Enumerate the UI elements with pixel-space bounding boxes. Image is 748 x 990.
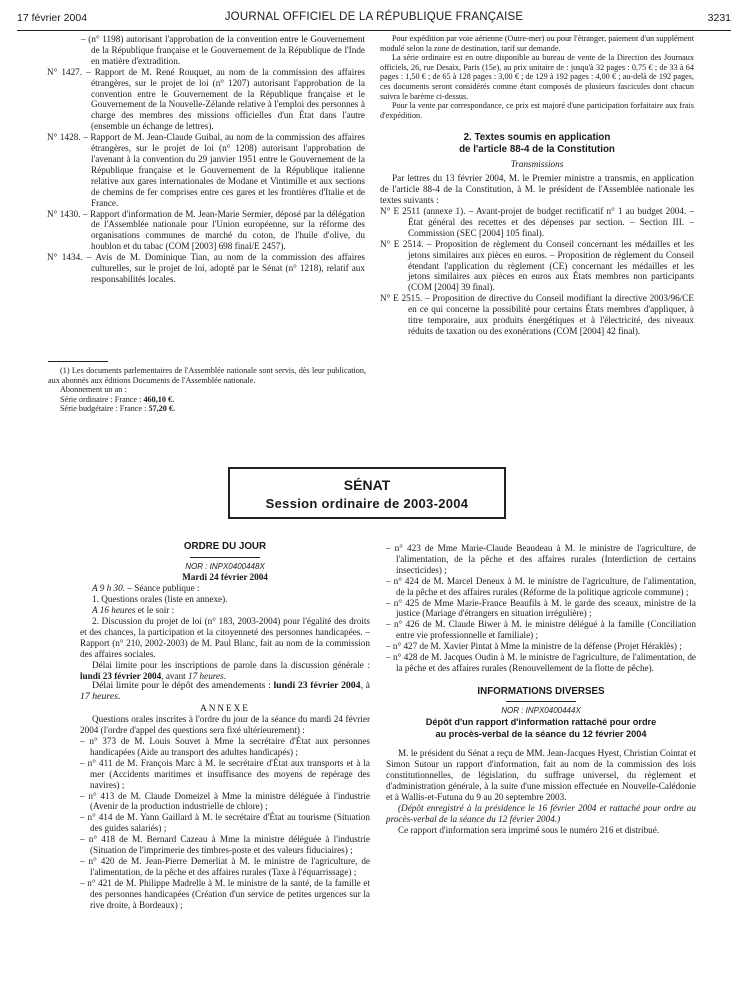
questions-list-left [80, 736, 370, 911]
serie-ordinaire-price: 460,10 €. [143, 394, 175, 404]
ordre-du-jour-title: ORDRE DU JOUR [183, 541, 267, 552]
text-e2514: N° E 2514. – Proposition de règlement du Conseil concernant les médailles et les jetons similaires aux pièces en euros. – Proposition de règlement du Conseil étendant l'application du règlement (CE) concernant les médailles et les jetons similaires aux pièces en euros aux États membres non participants (COM [2004] 39 final). [380, 238, 694, 293]
paragraph-1427: N° 1427. – Rapport de M. René Rouquet, au nom de la commission des affaires étrangères, sur le projet de loi (n° 1207) autorisant l'approbation de la convention entre le Gouvernement de la République française et le Gouvernement de la Nouvelle-Zélande relative à l'emploi des personnes à charge des membres des missions officielles d'un État dans l'autre (ensemble un échange de lettres). [47, 66, 365, 132]
afternoon-label: et le soir : [135, 605, 175, 616]
delai-inscriptions [80, 660, 370, 682]
serie-ordinaire [48, 395, 366, 405]
paragraph-1428: N° 1428. – Rapport de M. Jean-Claude Guibal, au nom de la commission des affaires étrangères, sur le projet de loi (n° 1208) autorisant l'approbation de l'avenant à la convention du 29 janvier 1951 entre le Gouvernement de la République française et le Gouvernement de la République italienne relative aux gares internationales de Modane et Vintimille et aux sections de chemins de fer comprises entre ces gares et les frontières d'Italie et de France. [47, 132, 365, 208]
paragraph-1198: – (n° 1198) autorisant l'approbation de la convention entre le Gouvernement de la République française et le Gouvernement de la République de l'Inde en matière d'extradition. [81, 34, 365, 66]
delai-amendements-text: Délai limite pour le dépôt des amendements : [92, 680, 274, 692]
depot-title-line-2: au procès-verbal de la séance du 12 février 2004 [435, 728, 647, 739]
delai-inscriptions-end: . [223, 670, 226, 681]
question-item: – n° 421 de M. Philippe Madrelle à M. le ministre de la santé, de la famille et des personnes handicapées (Création d'un service de petites urgences sur la rive droite, à Bordeaux) ; [80, 877, 370, 910]
expedition-paragraph: Pour expédition par voie aérienne (Outre-mer) ou pour l'étranger, paiement d'un supplément modulé selon la zone de destination, tarif sur demande. [380, 34, 694, 53]
senat-session: Session ordinaire de 2003-2004 [265, 496, 469, 511]
transmissions-intro: Par lettres du 13 février 2004, M. le Premier ministre a transmis, en application de l'article 88-4 de la Constitution, à M. le président de l'Assemblée nationale les textes suivants : [380, 173, 694, 206]
serie-budgetaire-label: Série budgétaire : France : [60, 404, 147, 414]
senat-banner [228, 467, 506, 519]
annexe-intro: Questions orales inscrites à l'ordre du jour de la séance du mardi 24 février 2004 (l'ordre d'appel des questions sera fixé ultérieurement) : [80, 714, 370, 736]
agenda-item-2: 2. Discussion du projet de loi (n° 183, 2003-2004) pour l'égalité des droits et des chances, la participation et la citoyenneté des personnes handicapées. – Rapport (n° 210, 2002-2003) de M. Paul Blanc, fait au nom de la commission des affaires sociales. [80, 616, 370, 659]
question-item: – n° 413 de M. Claude Domeizel à Mme la ministre déléguée à l'industrie (Avenir de la production industrielle de chlore) ; [80, 790, 370, 812]
annexe-heading: ANNEXE [200, 703, 250, 714]
question-item: – n° 418 de M. Bernard Cazeau à Mme la ministre déléguée à l'industrie (Situation de l'imprimerie des timbres-poste et des valeurs fiduciaires) ; [80, 834, 370, 856]
delai-amendements-time: 17 heures [80, 691, 119, 703]
delai-amendements-date: lundi 23 février 2004 [273, 680, 361, 692]
lower-right-column [386, 543, 696, 836]
question-item: – n° 426 de M. Claude Biwer à M. le ministre délégué à la famille (Conciliation entre vie professionnelle et familiale) ; [386, 619, 696, 641]
delai-inscriptions-date: lundi 23 février 2004 [80, 670, 162, 681]
header-rule [17, 30, 731, 31]
seance-morning [80, 583, 370, 594]
delai-inscriptions-text: Délai limite pour les inscriptions de parole dans la discussion générale : [92, 659, 370, 670]
info-title-rule [506, 701, 576, 702]
question-item: – n° 425 de Mme Marie-France Beaufils à M. le garde des sceaux, ministre de la justice (Mariage d'étrangers en situation irrégulière) ; [386, 597, 696, 619]
paragraph-1430: N° 1430. – Rapport d'information de M. Jean-Marie Sermier, déposé par la délégation de l'Assemblée nationale pour l'Union européenne, sur la réforme des organisations communes de marché du coton, de l'huile d'olive, du houblon et du tabac (COM [2003] 698 final/E 2457). [47, 208, 365, 252]
informations-diverses-title: INFORMATIONS DIVERSES [477, 685, 605, 697]
depot-title-line-1: Dépôt d'un rapport d'information rattaché pour ordre [425, 717, 657, 728]
serie-budgetaire-price: 57,20 €. [148, 404, 176, 414]
title-rule [190, 557, 260, 558]
delai-amendements-sep: , à [360, 680, 370, 692]
question-item: – n° 373 de M. Louis Souvet à Mme la secrétaire d'État aux personnes handicapées (Aide au transport des adultes handicapés) ; [80, 736, 370, 757]
footnote-rule [48, 361, 108, 362]
upper-left-column [47, 34, 365, 285]
serie-ordinaire-label: Série ordinaire : France : [60, 394, 142, 404]
page-header [17, 10, 731, 26]
afternoon-time: A 16 heures [92, 605, 136, 616]
question-item: – n° 411 de M. François Marc à M. le secrétaire d'État aux transports et à la mer (Accidents maritimes et insuffisance des moyens de repérage des navires) ; [80, 757, 370, 790]
depot-distribution: Ce rapport d'information sera imprimé sous le numéro 216 et distribué. [398, 824, 660, 835]
text-e2511: N° E 2511 (annexe 1). – Avant-projet de budget rectificatif n° 1 au budget 2004. – État général des recettes et des dépenses par section. – Section III. – Commission (SEC [2004] 105 final). [380, 205, 694, 238]
question-item: – n° 424 de M. Marcel Deneux à M. le ministre de l'agriculture, de l'alimentation, de la pêche et des affaires rurales (Réforme de la politique agricole commune) ; [386, 575, 696, 597]
section-2-title-line-1: 2. Textes soumis en application [463, 132, 611, 144]
morning-label: – Séance publique : [125, 583, 200, 594]
footnote-text: (1) Les documents parlementaires de l'Assemblée nationale sont servis, dès leur publication, aux abonnés aux éditions Documents de l'Assemblée nationale. [48, 366, 366, 385]
seance-afternoon [80, 605, 370, 616]
question-item: – n° 428 de M. Jacques Oudin à M. le ministre de l'agriculture, de l'alimentation, de la pêche et des affaires rurales (Renouvellement de la flotte de pêche). [386, 652, 696, 673]
footnote-block [48, 366, 366, 414]
delai-amendements [80, 681, 370, 703]
upper-right-column [380, 34, 694, 337]
question-item: – n° 427 de M. Xavier Pintat à Mme la ministre de la défense (Projet Héraklès) ; [386, 641, 682, 652]
delai-inscriptions-sep: , avant [161, 670, 189, 681]
delai-amendements-end: . [118, 691, 121, 703]
page-number: 3231 [707, 12, 731, 24]
informations-diverses-nor: NOR : INPX0400444X [501, 706, 581, 716]
transmissions-heading: Transmissions [510, 159, 564, 170]
delai-inscriptions-time: 17 heures [188, 670, 224, 681]
question-item: – n° 420 de M. Jean-Pierre Demerliat à M. le ministre de l'agriculture, de l'alimentation, de la pêche et des affaires rurales (Taxe à l'équarrissage) ; [80, 855, 370, 877]
serie-budgetaire [48, 404, 366, 414]
question-item: – n° 414 de M. Yann Gaillard à M. le secrétaire d'État au tourisme (Situation des guides salariés) ; [80, 812, 370, 834]
agenda-item-1: 1. Questions orales (liste en annexe). [92, 594, 228, 605]
section-2-title-line-2: de l'article 88-4 de la Constitution [459, 143, 615, 155]
session-date: Mardi 24 février 2004 [182, 572, 268, 583]
depot-paragraph: M. le président du Sénat a reçu de MM. Jean-Jacques Hyest, Christian Cointat et Simon Sutour un rapport d'information, fait au nom de la commission des lois constitutionnelles, de législation, du suffrage universel, du règlement et d'administration générale, à la suite d'une mission effectuée en Nouvelle-Calédonie et à Wallis-et-Futuna du 9 au 20 septembre 2003. [386, 748, 696, 802]
depot-registration: (Dépôt enregistré à la présidence le 16 février 2004 et rattaché pour ordre au procès-verbal de la séance du 12 février 2004.) [386, 802, 696, 824]
ordre-du-jour-nor: NOR : INPX0400448X [185, 561, 265, 571]
abonnement-label: Abonnement un an : [60, 385, 127, 395]
lower-left-column [80, 541, 370, 911]
vente-paragraph: La série ordinaire est en outre disponible au bureau de vente de la Direction des Journaux officiels, 26, rue Desaix, Paris (15e), au prix unitaire de : jusqu'à 32 pages : 0,75 € ; de 33 à 64 pages : 1,50 € ; de 65 à 128 pages : 3,00 € ; de 129 à 192 pages : 4,00 € ; au-delà de 192 pages, ces documents seront considérés comme étant composés de plusieurs fascicules dont chacun suivra le barème ci-dessus. [380, 53, 694, 101]
journal-title: JOURNAL OFFICIEL DE LA RÉPUBLIQUE FRANÇAISE [224, 11, 524, 23]
text-e2515: N° E 2515. – Proposition de directive du Conseil modifiant la directive 2003/96/CE en ce qui concerne la possibilité pour certains États membres d'appliquer, à titre temporaire, aux produits énergétiques et à l'électricité, des niveaux réduits de taxation ou des exonérations (COM [2004] 42 final). [380, 293, 694, 336]
senat-title: SÉNAT [343, 477, 391, 493]
questions-list-right [386, 543, 696, 674]
header-date: 17 février 2004 [17, 12, 88, 24]
morning-time: A 9 h 30. [92, 583, 126, 594]
correspondance-paragraph: Pour la vente par correspondance, ce prix est majoré d'une participation forfaitaire aux frais d'expédition. [380, 101, 694, 120]
paragraph-1434: N° 1434. – Avis de M. Dominique Tian, au nom de la commission des affaires culturelles, sur le projet de loi, adopté par le Sénat (n° 1218), relatif aux responsabilités locales. [47, 252, 365, 284]
question-item: – n° 423 de Mme Marie-Claude Beaudeau à M. le ministre de l'agriculture, de l'alimentation, de la pêche et des affaires rurales (Interdiction de certains insecticides) ; [386, 543, 696, 575]
